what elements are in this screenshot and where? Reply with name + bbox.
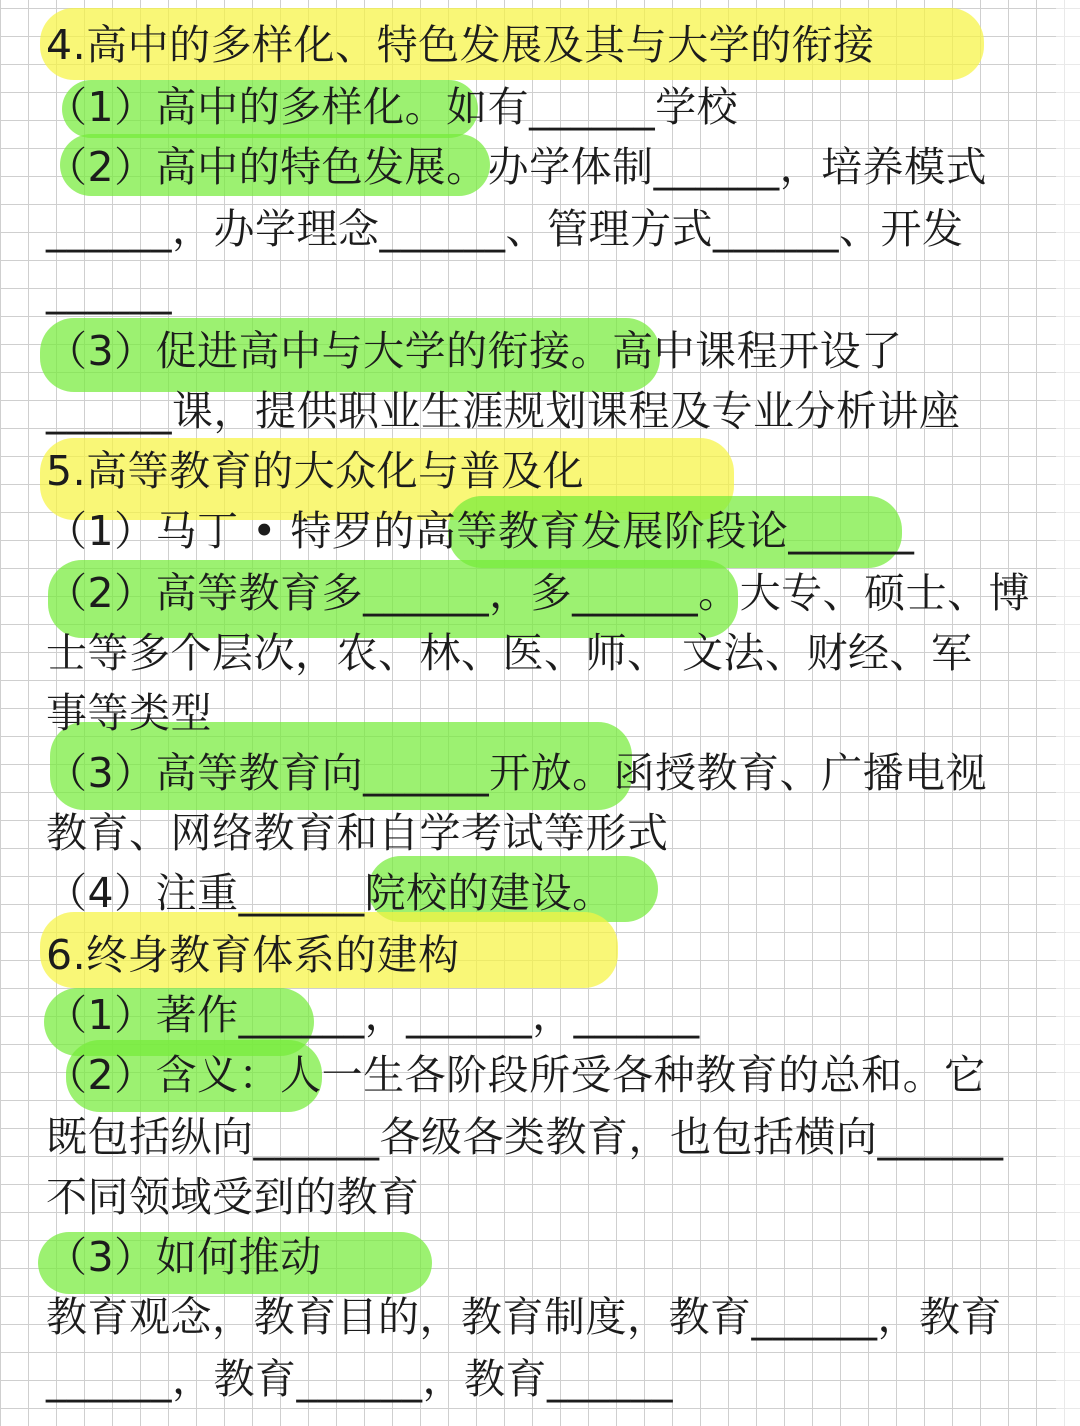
right-edge-fade: [1056, 0, 1080, 1426]
list-item-6-2-cont: 不同领域受到的教育: [46, 1173, 420, 1221]
list-item-6-2-cont: 既包括纵向______各级各类教育，也包括横向______: [46, 1113, 1004, 1161]
list-item-5-4: （4）注重______院校的建设。: [46, 869, 614, 917]
section-heading-4: 4.高中的多样化、特色发展及其与大学的衔接: [46, 21, 875, 69]
list-item-5-2: （2）高等教育多______，多______。大专、硕士、博: [46, 569, 1031, 617]
list-item-6-1: （1）著作______，______，______: [46, 991, 700, 1039]
list-item-5-3: （3）高等教育向______开放。函授教育、广播电视: [46, 749, 988, 797]
list-item-6-3-cont: ______，教育______，教育______: [46, 1355, 673, 1403]
list-item-4-2-cont: ______: [46, 267, 172, 315]
list-item-4-3-cont: ______课，提供职业生涯规划课程及专业分析讲座: [46, 387, 961, 435]
list-item-4-2-cont: ______，办学理念______、管理方式______、开发: [46, 205, 964, 253]
list-item-4-2: （2）高中的特色发展。办学体制______，培养模式: [46, 143, 988, 191]
list-item-5-2-cont: 事等类型: [46, 689, 212, 737]
list-item-4-3: （3）促进高中与大学的衔接。高中课程开设了: [46, 327, 903, 375]
list-item-6-3-cont: 教育观念，教育目的，教育制度，教育______，教育: [46, 1293, 1002, 1341]
list-item-4-1: （1）高中的多样化。如有______学校: [46, 83, 739, 131]
list-item-5-3-cont: 教育、网络教育和自学考试等形式: [46, 809, 669, 857]
list-item-5-2-cont: 士等多个层次，农、林、医、师、 文法、财经、军: [46, 629, 973, 677]
list-item-6-3: （3）如何推动: [46, 1233, 322, 1281]
list-item-5-1: （1）马丁 • 特罗的高等教育发展阶段论______: [46, 507, 915, 555]
section-heading-5: 5.高等教育的大众化与普及化: [46, 447, 585, 495]
section-heading-6: 6.终身教育体系的建构: [46, 931, 460, 979]
list-item-6-2: （2）含义：人一生各阶段所受各种教育的总和。它: [46, 1051, 986, 1099]
